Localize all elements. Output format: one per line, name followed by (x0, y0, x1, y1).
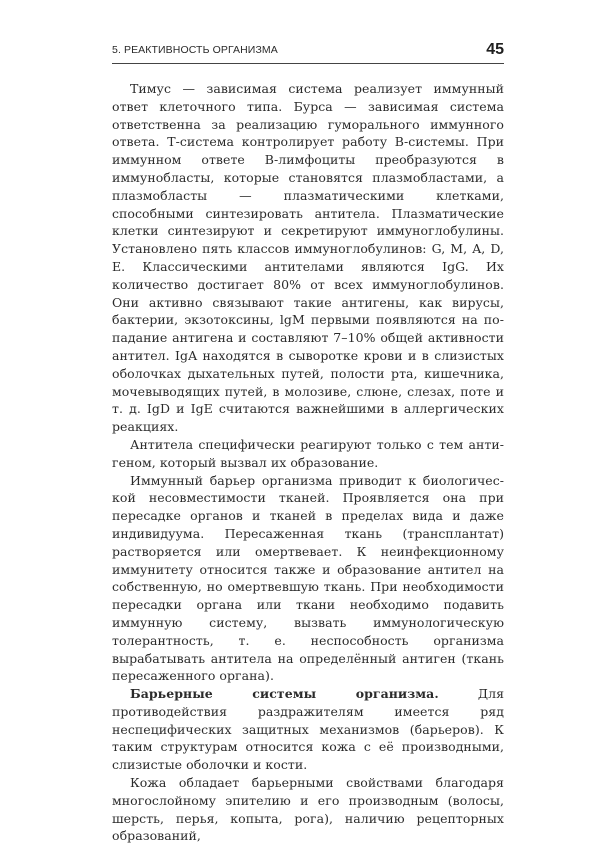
section-heading-barrier-systems: Барьерные системы организма. (130, 686, 439, 702)
paragraph-1 (112, 80, 504, 436)
paragraph-2 (112, 436, 504, 472)
paragraph-3 (112, 472, 504, 686)
header-rule (112, 63, 504, 64)
paragraph-4 (112, 685, 504, 774)
paragraph-5-text: Кожа обладает барьерными свойствами благодаря многослойному эпителию и его производным (волосы, шерсть, перья, копыта, рога), наличию рецепторных образований, (112, 775, 504, 844)
paragraph-1-text: Тимус — зависимая система реализует иммунный ответ клеточного типа. Бурса — зависимая система ответственна за реализацию гуморального иммунного ответа. Т-система контролирует работу В-системы. При иммунном ответе В-лимфоциты преобразуются в иммунобласты, которые становятся плазмобластами, а плазмобласты — плазматическими клетками, способными синтезировать антитела. Плазматические клетки синтезируют и секретируют иммуноглобулины. Установлено пять классов иммуноглобулинов: G, M, A, D, E. Классическими антителами являются IgG. Их количество достигает 80% от всех иммуноглобулинов. Они активно связывают такие антигены, как вирусы, бактерии, экзотоксины, lgM первыми появляются на попадание антигена и составляют 7–10% общей активности антител. IgA находятся в сыворотке крови и в слизистых оболочках дыхательных путей, полости рта, кишечника, мочевыводящих путей, в молозиве, слюне, слезах, поте и т. д. IgD и IgE считаются важнейшими в аллергических реакциях. (112, 81, 504, 435)
body-text (112, 80, 504, 845)
paragraph-3-text: Иммунный барьер организма приводит к биологической несовместимости тканей. Проявляется она при пересадке органов и тканей в пределах вида и даже индивидуума. Пересаженная ткань (трансплантат) растворяется или омертвевает. К неинфекционному иммунитету относится также и образование антител на собственную, но омертвевшую ткань. При необходимости пересадки органа или ткани необходимо подавить иммунную систему, вызвать иммунологическую толерантность, т. е. неспособность организма вырабатывать антитела на определённый антиген (ткань пересаженного органа). (112, 472, 504, 684)
paragraph-4-text: Для противодействия раздражителям имеется ряд неспецифических защитных механизмов (барьеров). К таким структурам относится кожа с её производными, слизистые оболочки и кости. (112, 686, 505, 773)
paragraph-2-text: Антитела специфически реагируют только с тем антигеном, который вызвал их образование. (112, 436, 504, 470)
chapter-title: 5. РЕАКТИВНОСТЬ ОРГАНИЗМА (112, 44, 278, 56)
page-number: 45 (486, 41, 504, 58)
running-head (112, 42, 504, 64)
paragraph-5 (112, 774, 504, 845)
